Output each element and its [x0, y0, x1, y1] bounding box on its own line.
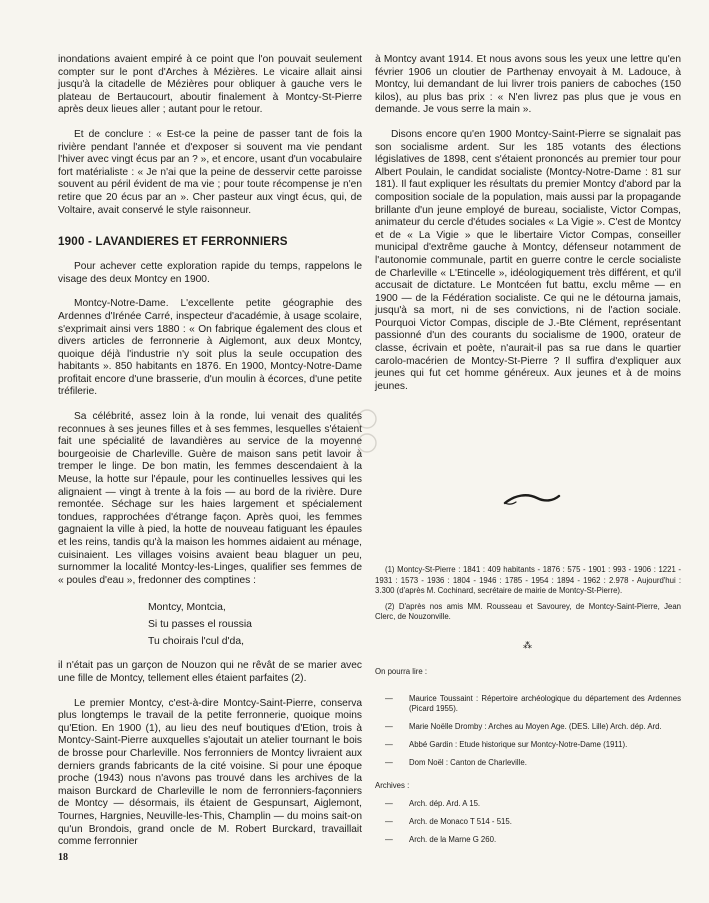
verse-line: Tu choirais l'cul d'da, — [148, 636, 244, 648]
section-heading: 1900 - LAVANDIERES ET FERRONNIERS — [58, 235, 288, 249]
asterism-divider: ⁂ — [523, 640, 533, 651]
verse-line: Si tu passes el roussia — [148, 619, 252, 631]
paragraph: Et de conclure : « Est-ce la peine de passer tant de fois la rivière pendant l'année et d'exposer si souvent ma vie pendant l'hiver avec vingt écus par an ? », et encore, usant d'un vocabulaire fort matérialiste : « Je n'ai que la peine de desservir cette paroisse souvent au péril évident de ma vie ; pour toute récompense je n'en retire que 20 écus par an ». Cher pasteur aux vingt écus, qui, de Voltaire, avait conservé le style raisonneur. — [58, 128, 362, 216]
page-number: 18 — [58, 852, 68, 863]
list-item: — Marie Noëlle Dromby : Arches au Moyen Age. (DES. Lille) Arch. dép. Ard. — [385, 722, 662, 732]
left-column — [58, 54, 362, 861]
footnote: (1) Montcy-St-Pierre : 1841 : 409 habitants - 1876 : 575 - 1901 : 993 - 1906 : 1221 - 1931 : 1573 - 1936 : 1804 - 1946 : 1785 - 1954 : 1894 - 1962 : 2.978 - Aujourd'hui : 3.300 (d'après M. Cochinard, secrétaire de mairie de Montcy-St-Pierre). — [375, 565, 681, 595]
paragraph: Pour achever cette exploration rapide du temps, rappelons le visage des deux Montcy en 1900. — [58, 261, 362, 285]
list-item: — Abbé Gardin : Etude historique sur Montcy-Notre-Dame (1911). — [385, 740, 628, 750]
list-item: — Maurice Toussaint : Répertoire archéologique du département des Ardennes (Picard 1955). — [385, 693, 681, 713]
verse-line: Montcy, Montcia, — [148, 602, 226, 614]
paragraph: il n'était pas un garçon de Nouzon qui ne rêvât de se marier avec une fille de Montcy, tellement elles étaient parfaites (2). — [58, 660, 362, 684]
verse-comptine — [148, 599, 362, 650]
footnote: (2) D'après nos amis MM. Rousseau et Savourey, de Montcy-Saint-Pierre, Jean Clerc, de Nouzonville. — [375, 602, 681, 622]
archives-list — [375, 799, 681, 846]
list-item: — Arch. de la Marne G 260. — [385, 835, 497, 845]
paragraph: inondations avaient empiré à ce point que l'on pouvait seulement compter sur le pont d'Arches à Mézières. Le vicaire allait ainsi jusqu'à la citadelle de Mézières pour obliquer à gauche vers le plateau de Bertaucourt, aboutir finalement à Montcy-St-Pierre après deux lieues aller ; autant pour le retour. — [58, 54, 362, 116]
paragraph: Sa célébrité, assez loin à la ronde, lui venait des qualités reconnues à ses jeunes filles et à ses femmes, lesquelles s'étaient fait une spécialité de lavandières au service de la moyenne bourgeoisie de Charleville. Guère de maison sans petit lavoir à tremper le linge. De bon matin, les femmes descendaient à la Meuse, la hotte sur l'épaule, pour les continuelles lessives qui les alignaient — vingt à trente à la fois — au bord de la rivière. Dure remontée. Séchage sur les haies largement et spécialement tondues, rapprochées d'étrange façon. Après quoi, les femmes gagnaient la ville à pied, la hotte de nouveau fatiguant les épaules et les reins, tandis qu'à la maison les hommes aidaient au ménage, cuisinaient. Les villages voisins avaient beau blaguer un peu, surnommer la localité Montcy-les-Linges, qualifier ses femmes de « poules d'eau », fredonner des comptines : — [58, 411, 362, 586]
right-column — [375, 54, 681, 853]
reading-list-title: On pourra lire : — [375, 667, 428, 677]
paragraph: à Montcy avant 1914. Et nous avons sous les yeux une lettre qu'en février 1906 un cloutier de Parthenay envoyait à M. Ladouce, à Montcy, lui demandant de lui livrer trois paniers de caboches (150 kilos), au plus bas prix : « N'en livrez pas plus que je vous en demande. Je vous serre la main ». — [375, 54, 681, 116]
list-item: — Arch. dép. Ard. A 15. — [385, 798, 481, 808]
footnotes — [375, 565, 681, 622]
archives-title: Archives : — [375, 780, 410, 790]
ornament-swash-divider — [503, 491, 561, 507]
list-item: — Dom Noël : Canton de Charleville. — [385, 758, 527, 768]
paragraph: Disons encore qu'en 1900 Montcy-Saint-Pierre se signalait pas son socialisme ardent. Sur les 185 votants des élections législatives de 1898, cent s'étaient prononcés au premier tour pour Albert Poulain, le candidat socialiste (Montcy-Notre-Dame : 81 sur 181). Il faut expliquer les résultats du premier Montcy d'abord par la composition sociale de la population, mais aussi par la propagande brillante d'un jeune employé de bureau, socialiste, Victor Compas, animateur du cercle d'études sociales « La Vigie ». C'est de Montcy et de « La Vigie » que le libertaire Victor Compas, conseiller municipal d'extrême gauche à Montcy, défenseur notamment de l'autonomie communale, partit en guerre contre le cercle socialiste de Charleville « L'Etincelle », idéologiquement très différent, et qu'il accusait de dictature. Le Montcéen fut battu, exclu même — en 1900 — de la Fédération socialiste. Ce qui ne le détourna jamais, jusqu'à sa mort, ni de ses convictions, ni de l'action sociale. Pourquoi Victor Compas, disciple de J.-Bte Clément, représentant passionné d'un des courants du socialisme de 1900, orateur de classe, écrivain et poète, n'aurait-il pas sa rue dans le quartier carolo-macérien de Montcy-St-Pierre ? Il suffira d'expliquer aux jeunes qui fut cet homme généreux. Aux jeunes et à de moins jeunes. — [375, 128, 681, 392]
paragraph: Le premier Montcy, c'est-à-dire Montcy-Saint-Pierre, conserva plus longtemps le travail de la petite ferronnerie, quoique moins qu'Etion. En 1900 (1), au lieu des neuf boutiques d'Etion, trois à Montcy-Saint-Pierre auxquelles s'ajoutait un atelier tournant le bois de brosse pour Charleville. Nos ferronniers de Montcy livraient aux derniers grands fabricants de la cité voisine. Si pour une époque proche (1943) nous n'avons pas trouvé dans les archives de la maison Burckard de Charleville le nom de ferronniers-façonniers de Montcy — désormais, ils étaient de Gespunsart, Aiglemont, Tournes, Hargnies, Neuville-les-This, Champlin — du moins sait-on qu'un Brondois, grand oncle de M. Robert Burckard, travaillait comme ferronnier — [58, 697, 362, 848]
paragraph: Montcy-Notre-Dame. L'excellente petite géographie des Ardennes d'Irénée Carré, inspecteur d'académie, à usage scolaire, s'exprimait ainsi vers 1880 : « On fabrique également des clous et divers articles de ferronnerie à Aiglemont, aux deux Montcy, quoique déjà l'industrie n'y soit plus la seule occupation des habitants ». 850 habitants en 1876. En 1900, Montcy-Notre-Dame profitait encore d'une brasserie, d'un moulin à écorces, d'une petite tréfilerie. — [58, 298, 362, 398]
list-item: — Arch. de Monaco T 514 - 515. — [385, 817, 512, 827]
reading-list — [375, 694, 681, 769]
